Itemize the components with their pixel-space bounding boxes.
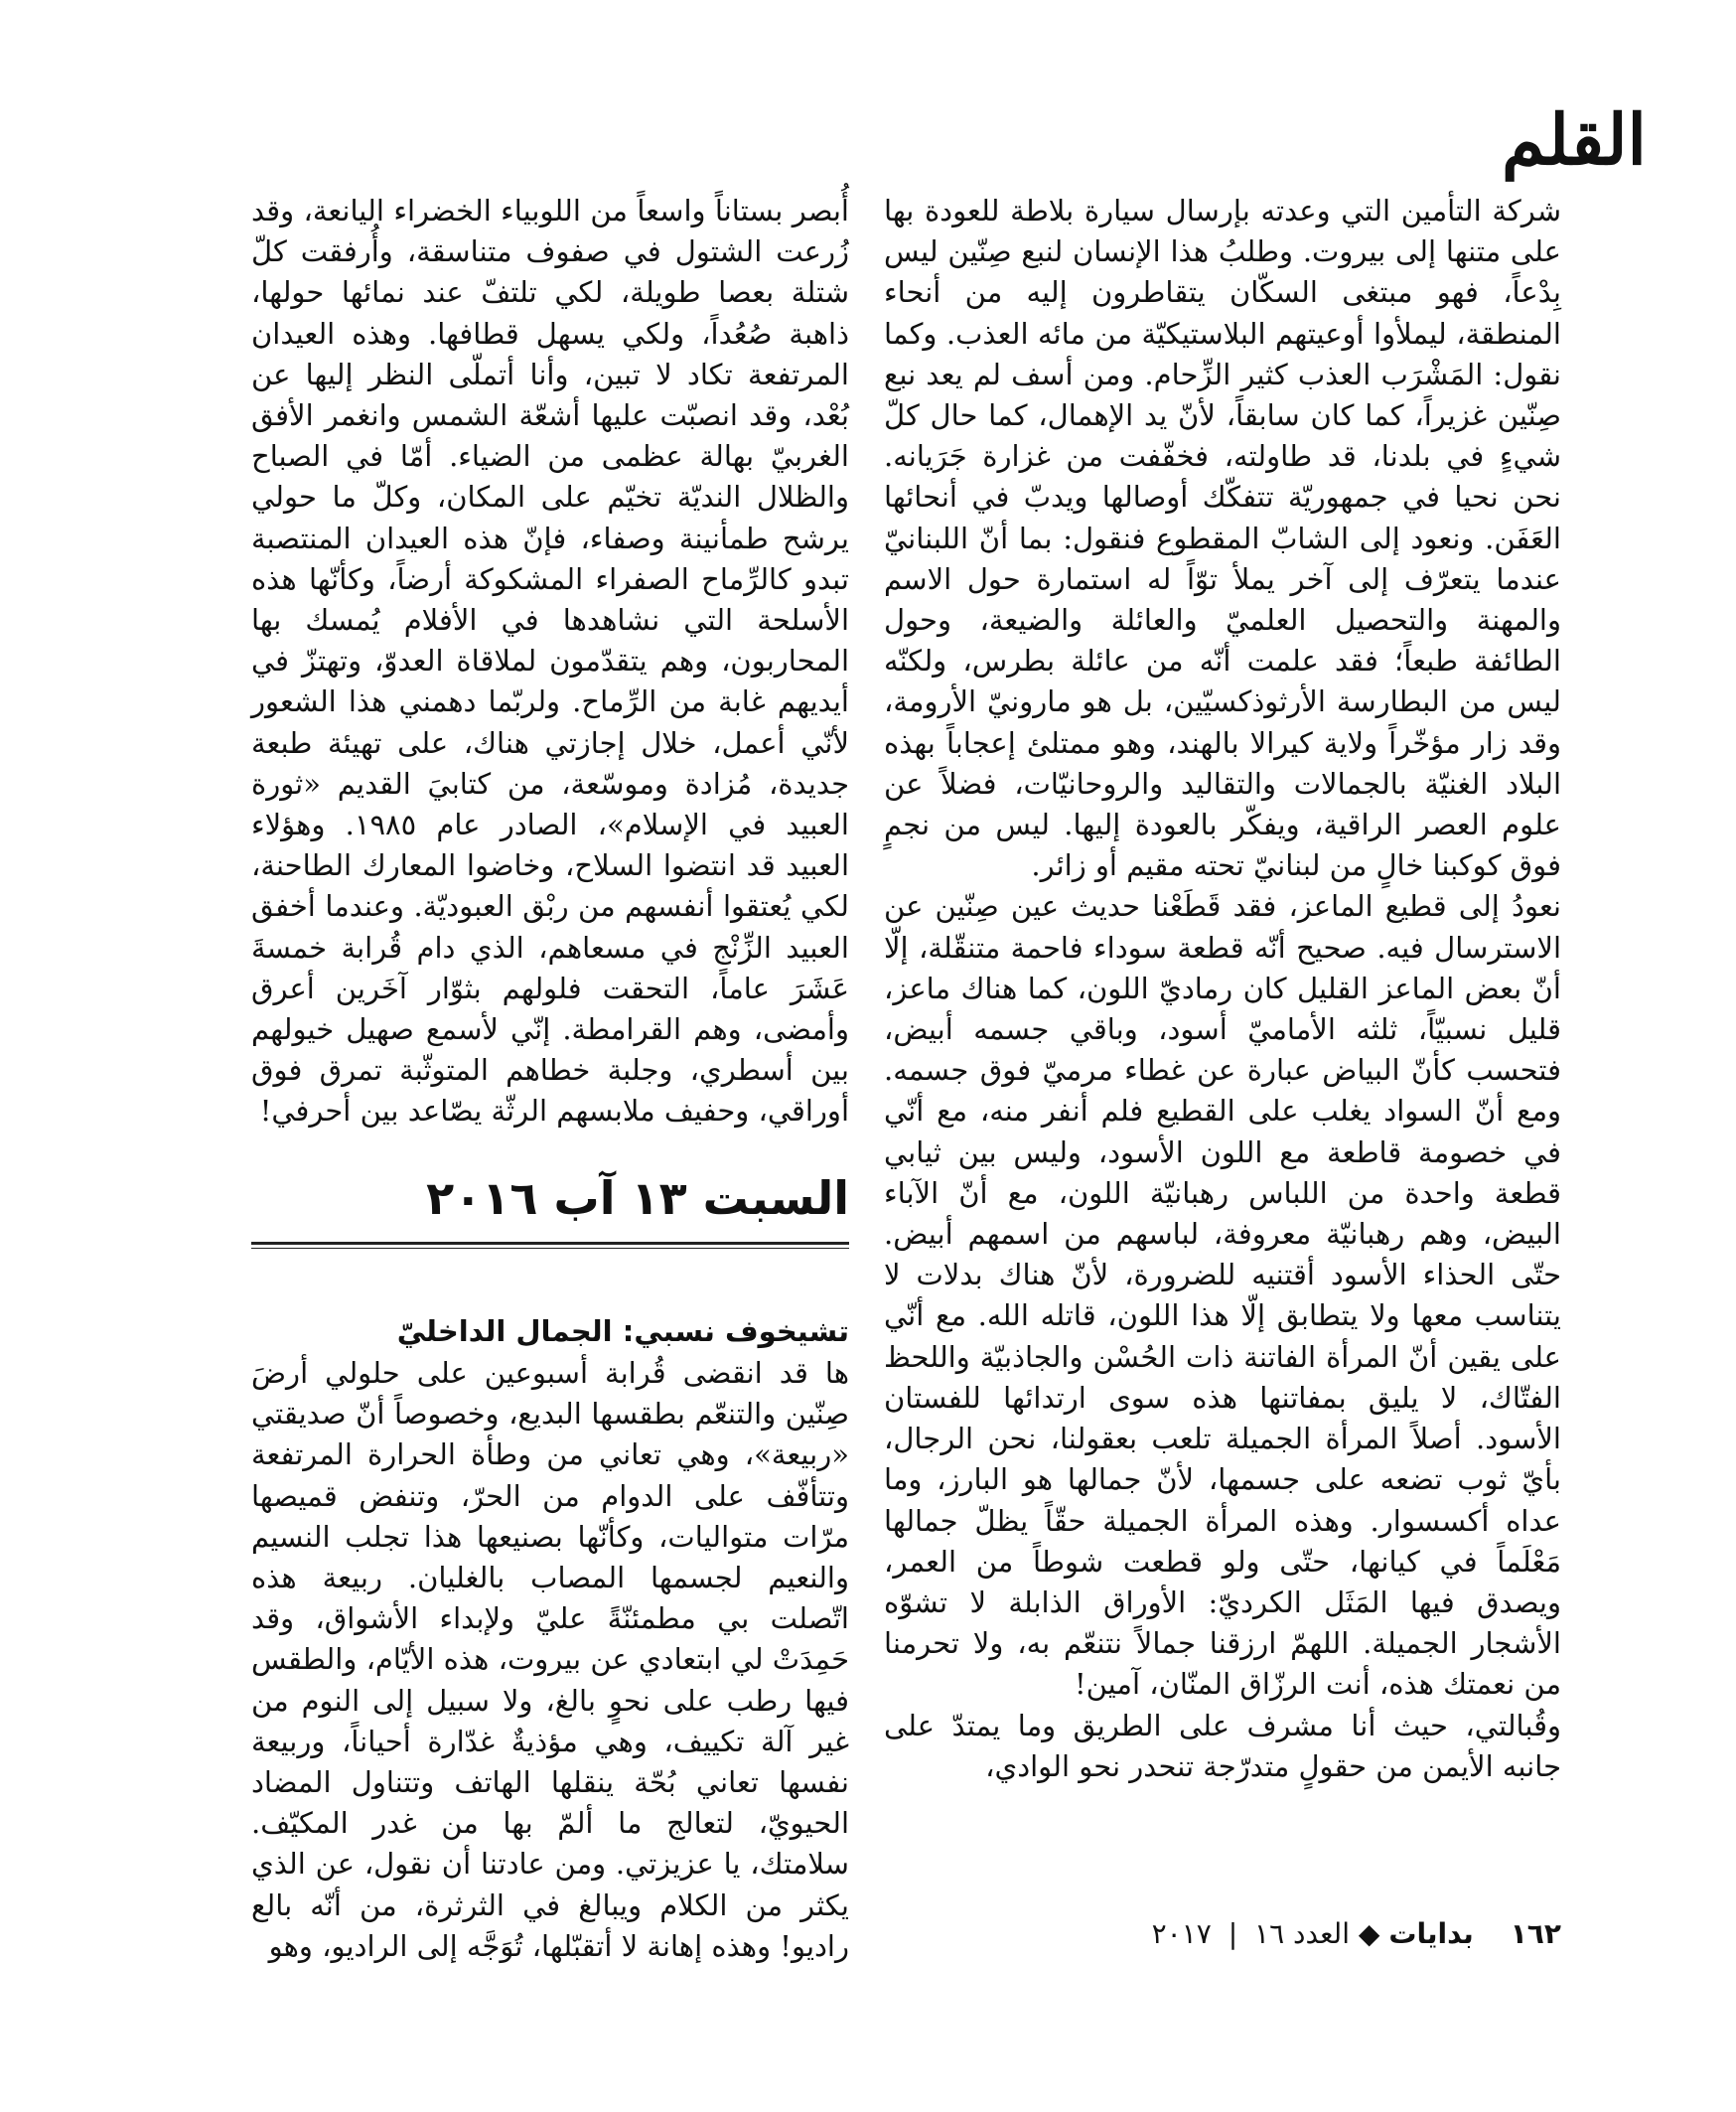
paragraph: نعودُ إلى قطيع الماعز، فقد قَطَعْنا حديث عين صِنّين عن الاسترسال فيه. صحيح أنّه قطعة سوداء فاحمة متنقّلة، إلّا أنّ بعض الماعز القليل كان رماديّ اللون، كما هناك ماعز، قليل نسبيّاً، ثلثه الأماميّ أسود، وباقي جسمه أبيض، فتحسب كأنّ البياض عبارة عن غطاء مرميّ فوق جسمه. ومع أنّ السواد يغلب على القطيع فلم أنفر منه، مع أنّي في خصومة قاطعة مع اللون الأسود، وليس بين ثيابي قطعة واحدة من اللباس رهبانيّة اللون، مع أنّ الآباء البيض، وهم رهبانيّة معروفة، لباسهم من اسمهم أبيض. حتّى الحذاء الأسود أقتنيه للضرورة، لأنّ هناك بدلات لا يتناسب معها ولا يتطابق إلّا هذا اللون، قاتله الله. مع أنّي على يقين أنّ المرأة الفاتنة ذات الحُسْن والجاذبيّة واللحظ الفتّاك، لا يليق بمفاتنها هذه سوى ارتدائها للفستان الأسود. أصلاً المرأة الجميلة تلعب بعقولنا، نحن الرجال، بأيّ ثوب تضعه على جسمها، لأنّ جمالها هو البارز، وما عداه أكسسوار. وهذه المرأة الجميلة حقّاً يظلّ جمالها مَعْلَماً في كيانها، حتّى ولو قطعت شوطاً من العمر، ويصدق فيها المَثَل الكرديّ: الأوراق الذابلة لا تشوّه الأشجار الجميلة. اللهمّ ارزقنا جمالاً نتنعّم به، ولا تحرمنا من نعمتك هذه، أنت الرزّاق المنّان، آمين!	[884, 889, 1561, 1702]
left-column-bottom	[251, 1353, 849, 1967]
issue-year: ٢٠١٧	[1151, 1917, 1212, 1950]
right-column	[884, 191, 1561, 1787]
diamond-icon: ◆	[1358, 1917, 1380, 1950]
magazine-logo	[1502, 85, 1647, 195]
heading-rule	[251, 1242, 849, 1245]
heading-rule-thin	[251, 1248, 849, 1249]
paragraph: وقُبالتي، حيث أنا مشرف على الطريق وما يمتدّ على جانبه الأيمن من حقولٍ متدرّجة تنحدر نحو الوادي،	[884, 1708, 1561, 1783]
left-column-top	[251, 191, 849, 1132]
section-subheading: تشيخوف نسبي: الجمال الداخليّ	[396, 1314, 849, 1348]
paragraph: أُبصر بستاناً واسعاً من اللوبياء الخضراء اليانعة، وقد زُرعت الشتول في صفوف متناسقة، وأُرفقت كلّ شتلة بعصا طويلة، لكي تلتفّ عند نمائها حولها، ذاهبة صُعُداً، ولكي يسهل قطافها. وهذه العيدان المرتفعة تكاد لا تبين، وأنا أتملّى النظر إليها عن بُعْد، وقد انصبّت عليها أشعّة الشمس وانغمر الأفق الغربيّ بهالة عظمى من الضياء. أمّا في الصباح والظلال النديّة تخيّم على المكان، وكلّ ما حولي يرشح طمأنينة وصفاء، فإنّ هذه العيدان المنتصبة تبدو كالرِّماح الصفراء المشكوكة أرضاً، وكأنّها هذه الأسلحة التي نشاهدها في الأفلام يُمسك بها المحاربون، وهم يتقدّمون لملاقاة العدوّ، وتهتزّ في أيديهم غابة من الرِّماح. ولربّما دهمني هذا الشعور لأنّي أعمل، خلال إجازتي هناك، على تهيئة طبعة جديدة، مُزادة وموسّعة، من كتابيَ القديم «ثورة العبيد في الإسلام»، الصادر عام ١٩٨٥. وهؤلاء العبيد قد انتضوا السلاح، وخاضوا المعارك الطاحنة، لكي يُعتقوا أنفسهم من ربْق العبوديّة. وعندما أخفق العبيد الزِّنْج في مسعاهم، الذي دام قُرابة خمسةَ عَشَرَ عاماً، التحقت فلولهم بثوّار آخَرين أعرق وأمضى، وهم القرامطة. إنّي لأسمع صهيل خيولهم بين أسطري، وجلبة خطاهم المتوثّبة تمرق فوق أوراقي، وحفيف ملابسهم الرثّة يصّاعد بين أحرفي!	[251, 194, 849, 1129]
page-footer	[1073, 1917, 1561, 1950]
logo-text: القلم	[1502, 98, 1647, 181]
magazine-name: بدايات	[1388, 1917, 1474, 1950]
paragraph: شركة التأمين التي وعدته بإرسال سيارة بلاطة للعودة بها على متنها إلى بيروت. وطلبُ هذا الإنسان لنبع صِنّين ليس بِدْعاً، فهو مبتغى السكّان يتقاطرون إليه من أنحاء المنطقة، ليملأوا أوعيتهم البلاستيكيّة من مائه العذب. وكما نقول: المَشْرَب العذب كثير الزِّحام. ومن أسف لم يعد نبع صِنّين غزيراً، كما كان سابقاً، لأنّ يد الإهمال، كما حال كلّ شيءٍ في بلدنا، قد طاولته، فخفّفت من غزارة جَرَيانه. نحن نحيا في جمهوريّة تتفكّك أوصالها ويدبّ في أنحائها العَفَن. ونعود إلى الشابّ المقطوع فنقول: بما أنّ اللبنانيّ عندما يتعرّف إلى آخر يملأ توّاً له استمارة حول الاسم والمهنة والتحصيل العلميّ والعائلة والضيعة، وحول الطائفة طبعاً؛ فقد علمت أنّه من عائلة بطرس، ولكنّه ليس من البطارسة الأرثوذكسيّين، بل هو مارونيّ الأرومة، وقد زار مؤخّراً ولاية كيرالا بالهند، وهو ممتلئ إعجاباً بهذه البلاد الغنيّة بالجمالات والتقاليد والروحانيّات، فضلاً عن علوم العصر الراقية، ويفكّر بالعودة إليها. ليس من نجمٍ فوق كوكبنا خالٍ من لبنانيّ تحته مقيم أو زائر.	[884, 194, 1561, 883]
issue-number: العدد ١٦	[1254, 1917, 1350, 1950]
paragraph: ها قد انقضى قُرابة أسبوعين على حلولي أرضَ صِنّين والتنعّم بطقسها البديع، وخصوصاً أنّ صديقتي «ربيعة»، وهي تعاني من وطأة الحرارة المرتفعة وتتأفّف على الدوام من الحرّ، وتنفض قميصها مرّات متواليات، وكأنّها بصنيعها هذا تجلب النسيم والنعيم لجسمها المصاب بالغليان. ربيعة هذه اتّصلت بي مطمئنّةً عليّ ولإبداء الأشواق، وقد حَمِدَتْ لي ابتعادي عن بيروت، هذه الأيّام، والطقس فيها رطب على نحوٍ بالغ، ولا سبيل إلى النوم من غير آلة تكييف، وهي مؤذيةٌ غدّارة أحياناً، وربيعة نفسها تعاني بُحّة ينقلها الهاتف وتتناول المضاد الحيويّ، لتعالج ما ألمّ بها من غدر المكيّف. سلامتك، يا عزيزتي. ومن عادتنا أن نقول، عن الذي يكثر من الكلام ويبالغ في الثرثرة، من أنّه بالع راديو! وهذه إهانة لا أتقبّلها، تُوَجَّه إلى الراديو، وهو	[251, 1356, 849, 1963]
section-date-heading: السبت ١٣ آب ٢٠١٦	[426, 1171, 849, 1225]
footer-separator: |	[1228, 1917, 1238, 1950]
page-number: ١٦٢	[1510, 1917, 1561, 1950]
